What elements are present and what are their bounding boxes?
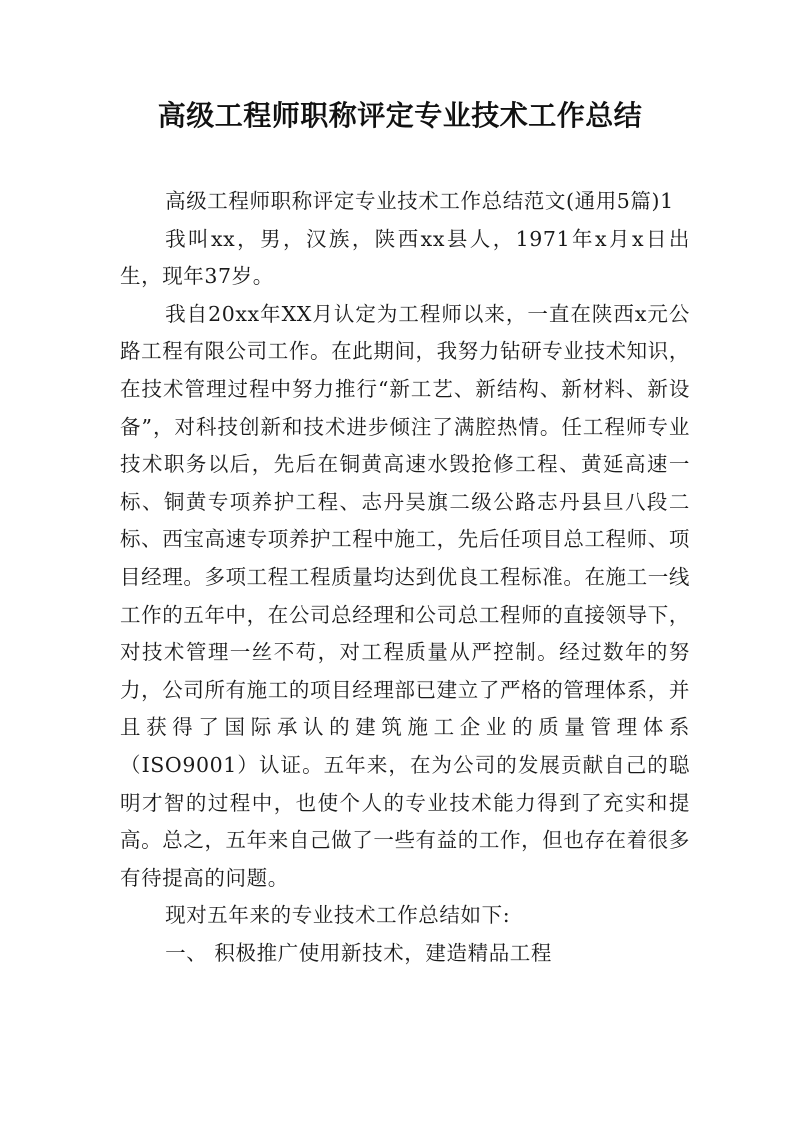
document-body — [120, 183, 690, 972]
paragraph-work-summary: 我自20xx年XX月认定为工程师以来，一直在陕西x元公路工程有限公司工作。在此期间，我努力钻研专业技术知识，在技术管理过程中努力推行“新工艺、新结构、新材料、新设备”，对科技创新和技术进步倾注了满腔热情。任工程师专业技术职务以后，先后在铜黄高速水毁抢修工程、黄延高速一标、铜黄专项养护工程、志丹吴旗二级公路志丹县旦八段二标、西宝高速专项养护工程中施工，先后任项目总工程师、项目经理。多项工程工程质量均达到优良工程标准。在施工一线工作的五年中，在公司总经理和公司总工程师的直接领导下，对技术管理一丝不苟，对工程质量从严控制。经过数年的努力，公司所有施工的项目经理部已建立了严格的管理体系，并且获得了国际承认的建筑施工企业的质量管理体系（ISO9001）认证。五年来，在为公司的发展贡献自己的聪明才智的过程中，也使个人的专业技术能力得到了充实和提高。总之，五年来自己做了一些有益的工作，但也存在着很多有待提高的问题。 — [120, 301, 690, 890]
paragraph-summary-lead: 现对五年来的专业技术工作总结如下: — [165, 903, 511, 928]
paragraph-personal-info: 我叫xx，男，汉族，陕西xx县人，1971年x月x日出生，现年37岁。 — [120, 226, 690, 289]
section-heading-one: 一、 积极推广使用新技术，建造精品工程 — [165, 940, 553, 965]
paragraph-intro-heading: 高级工程师职称评定专业技术工作总结范文(通用5篇)1 — [165, 189, 674, 213]
document-title: 高级工程师职称评定专业技术工作总结 — [157, 99, 643, 132]
